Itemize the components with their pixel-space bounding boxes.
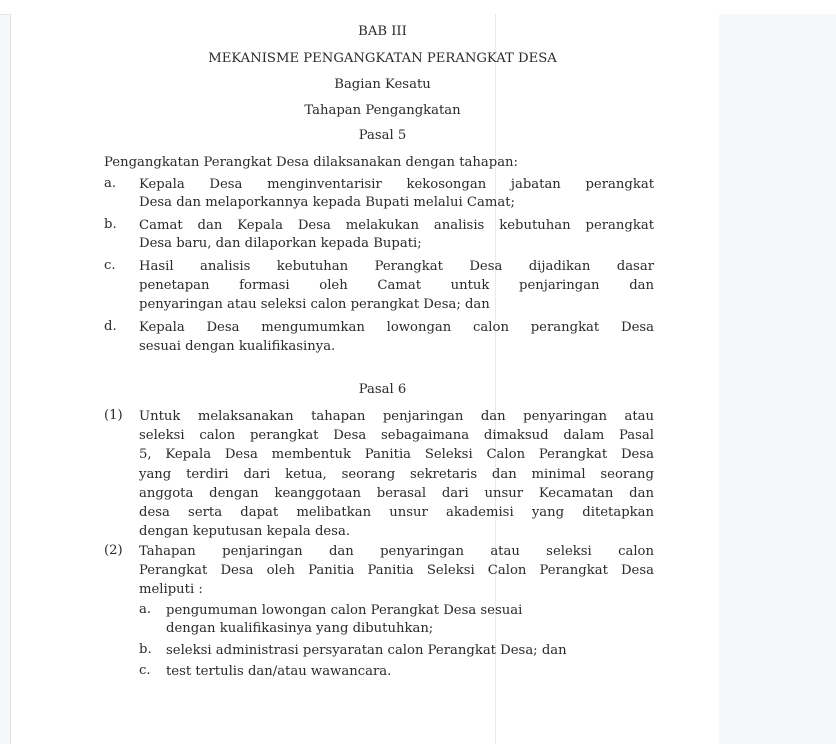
sublist-item-marker: c. bbox=[139, 663, 151, 678]
list-item-marker: a. bbox=[104, 176, 117, 191]
list-item-line: Hasil analisis kebutuhan Perangkat Desa dijadikan dasar bbox=[139, 259, 654, 274]
list-item-line: penyaringan atau seleksi calon perangkat Desa; dan bbox=[139, 297, 490, 312]
list-item-marker: c. bbox=[104, 258, 116, 273]
viewer-background bbox=[719, 14, 836, 744]
sublist-item-line: pengumuman lowongan calon Perangkat Desa sesuai bbox=[166, 603, 523, 618]
list-item-line: Kepala Desa mengumumkan lowongan calon perangkat Desa bbox=[139, 320, 654, 335]
pasal5-heading: Pasal 5 bbox=[358, 128, 407, 143]
pasal6-heading: Pasal 6 bbox=[358, 382, 407, 397]
list-item-line: meliputi : bbox=[139, 582, 203, 597]
list-item-line: yang terdiri dari ketua, seorang sekretaris dan minimal seorang bbox=[139, 467, 654, 482]
list-item-line: anggota dengan keanggotaan berasal dari unsur Kecamatan dan bbox=[139, 486, 654, 501]
sublist-item-marker: b. bbox=[139, 642, 152, 657]
top-toolbar bbox=[0, 0, 836, 15]
sublist-item-line: test tertulis dan/atau wawancara. bbox=[166, 664, 392, 679]
list-item-line: Desa dan melaporkannya kepada Bupati melalui Camat; bbox=[139, 195, 515, 210]
sublist-item-marker: a. bbox=[139, 602, 152, 617]
list-item-line: Perangkat Desa oleh Panitia Panitia Seleksi Calon Perangkat Desa bbox=[139, 563, 654, 578]
list-item-marker: b. bbox=[104, 217, 117, 232]
list-item-line: Tahapan penjaringan dan penyaringan atau seleksi calon bbox=[139, 544, 654, 559]
sublist-item-line: seleksi administrasi persyaratan calon Perangkat Desa; dan bbox=[166, 643, 567, 658]
list-item-line: sesuai dengan kualifikasinya. bbox=[139, 339, 336, 354]
list-item-line: seleksi calon perangkat Desa sebagaimana dimaksud dalam Pasal bbox=[139, 428, 654, 443]
part-heading: Bagian Kesatu bbox=[334, 77, 431, 92]
part-title: Tahapan Pengangkatan bbox=[304, 103, 461, 118]
list-item-line: dengan keputusan kepala desa. bbox=[139, 524, 351, 539]
list-item-marker: d. bbox=[104, 319, 117, 334]
list-item-marker: (2) bbox=[104, 543, 123, 558]
list-item-line: desa serta dapat melibatkan unsur akademisi yang ditetapkan bbox=[139, 505, 654, 520]
chapter-heading: BAB III bbox=[358, 24, 407, 39]
page-fold-line bbox=[495, 14, 496, 744]
list-item-line: Camat dan Kepala Desa melakukan analisis kebutuhan perangkat bbox=[139, 218, 654, 233]
list-item-line: 5, Kepala Desa membentuk Panitia Seleksi Calon Perangkat Desa bbox=[139, 447, 654, 462]
sublist-item-line: dengan kualifikasinya yang dibutuhkan; bbox=[166, 621, 434, 636]
list-item-line: Desa baru, dan dilaporkan kepada Bupati; bbox=[139, 236, 422, 251]
chapter-title: MEKANISME PENGANGKATAN PERANGKAT DESA bbox=[208, 51, 557, 66]
list-item-marker: (1) bbox=[104, 408, 123, 423]
list-item-line: penetapan formasi oleh Camat untuk penjaringan dan bbox=[139, 278, 654, 293]
pasal5-intro: Pengangkatan Perangkat Desa dilaksanakan dengan tahapan: bbox=[104, 155, 518, 170]
list-item-line: Kepala Desa menginventarisir kekosongan jabatan perangkat bbox=[139, 177, 654, 192]
list-item-line: Untuk melaksanakan tahapan penjaringan dan penyaringan atau bbox=[139, 409, 654, 424]
